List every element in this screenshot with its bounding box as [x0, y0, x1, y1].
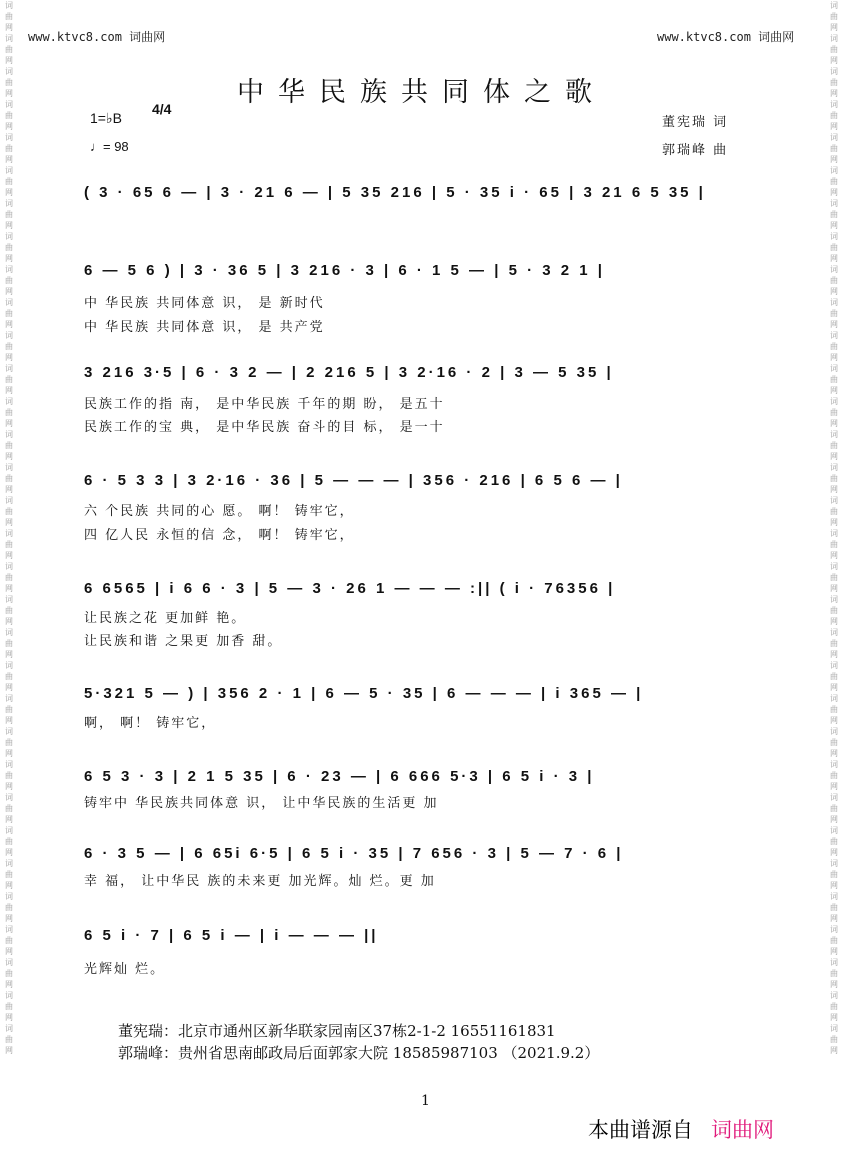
lyric-line: 光辉灿 烂。 — [84, 962, 166, 977]
source-label: 本曲谱源自 — [588, 1118, 693, 1142]
watermark-right[interactable]: www.ktvc8.com 词曲网 — [657, 30, 795, 44]
staff-line — [84, 833, 756, 873]
watermark-left[interactable]: www.ktvc8.com 词曲网 — [28, 30, 166, 44]
staff-notes: 6 5 i · 7 | 6 5 i — | i — — — || — [84, 927, 379, 944]
lyricist-credit: 董宪瑞 词 — [662, 115, 729, 130]
staff-notes: 6 — 5 6 ) | 3 · 36 5 | 3 216 · 3 | 6 · 1 5 — | 5 · 3 2 1 | — [84, 262, 605, 279]
staff-line — [84, 756, 756, 796]
tempo-marking: ♩= 98 — [90, 139, 129, 154]
staff-line — [84, 460, 756, 500]
lyric-line: 四 亿人民 永恒的信 念， 啊！ 铸牢它， — [84, 528, 355, 543]
contact-lyricist: 董宪瑞：北京市通州区新华联家园南区37栋2-1-2 16551161831 — [118, 1022, 556, 1040]
side-watermark-left: 词曲网词曲网词曲网词曲网词曲网词曲网词曲网词曲网词曲网词曲网词曲网词曲网词曲网词曲网词曲网词曲网词曲网词曲网词曲网词曲网词曲网词曲网词曲网词曲网词曲网词曲网词曲网词曲网词曲网词曲网词曲网词曲网 — [5, 1, 13, 1055]
contact-composer: 郭瑞峰：贵州省思南邮政局后面郭家大院 18585987103 （2021.9.2） — [118, 1044, 600, 1062]
staff-line — [84, 568, 756, 608]
page-number: 1 — [421, 1093, 430, 1109]
lyric-line: 民族工作的宝 典， 是中华民族 奋斗的目 标， 是一十 — [84, 420, 445, 435]
staff-line — [84, 172, 756, 212]
lyric-line: 铸牢中 华民族共同体意 识， 让中华民族的生活更 加 — [84, 796, 439, 811]
time-signature: 4/4 — [152, 101, 172, 117]
lyric-line: 啊， 啊！ 铸牢它， — [84, 716, 217, 731]
source-brand[interactable]: 词曲网 — [711, 1118, 774, 1142]
staff-line — [84, 673, 756, 713]
staff-notes: 6 · 5 3 3 | 3 2·16 · 36 | 5 — — — | 356 · 216 | 6 5 6 — | — [84, 472, 623, 489]
lyric-line: 让民族之花 更加鲜 艳。 — [84, 611, 247, 626]
lyric-line: 让民族和谐 之果更 加香 甜。 — [84, 634, 283, 649]
composer-credit: 郭瑞峰 曲 — [662, 143, 729, 158]
staff-line — [84, 915, 756, 955]
staff-line — [84, 352, 756, 392]
staff-notes: 6 5 3 · 3 | 2 1 5 35 | 6 · 23 — | 6 666 5·3 | 6 5 i · 3 | — [84, 768, 595, 785]
lyric-line: 六 个民族 共同的心 愿。 啊！ 铸牢它， — [84, 504, 355, 519]
staff-notes: 6 6565 | i 6 6 · 3 | 5 — 3 · 26 1 — — — :|| ( i · 76356 | — [84, 580, 616, 597]
lyric-line: 中 华民族 共同体意 识， 是 共产党 — [84, 320, 325, 335]
source-footer — [588, 1114, 774, 1144]
staff-notes: ( 3 · 65 6 — | 3 · 21 6 — | 5 35 216 | 5 · 35 i · 65 | 3 21 6 5 35 | — [84, 184, 706, 201]
score-title: 中华民族共同体之歌 — [237, 77, 606, 108]
staff-notes: 3 216 3·5 | 6 · 3 2 — | 2 216 5 | 3 2·16 · 2 | 3 — 5 35 | — [84, 364, 614, 381]
staff-notes: 5·321 5 — ) | 356 2 · 1 | 6 — 5 · 35 | 6 — — — | i 365 — | — [84, 685, 644, 702]
staff-line — [84, 250, 756, 290]
side-watermark-right: 词曲网词曲网词曲网词曲网词曲网词曲网词曲网词曲网词曲网词曲网词曲网词曲网词曲网词曲网词曲网词曲网词曲网词曲网词曲网词曲网词曲网词曲网词曲网词曲网词曲网词曲网词曲网词曲网词曲网词曲网词曲网词曲网 — [830, 1, 838, 1055]
lyric-line: 幸 福， 让中华民 族的未来更 加光辉。灿 烂。更 加 — [84, 874, 436, 889]
lyric-line: 中 华民族 共同体意 识， 是 新时代 — [84, 296, 325, 311]
key-signature: 1=♭B — [90, 110, 122, 126]
lyric-line: 民族工作的指 南， 是中华民族 千年的期 盼， 是五十 — [84, 397, 445, 412]
staff-notes: 6 · 3 5 — | 6 65i 6·5 | 6 5 i · 35 | 7 656 · 3 | 5 — 7 · 6 | — [84, 845, 624, 862]
